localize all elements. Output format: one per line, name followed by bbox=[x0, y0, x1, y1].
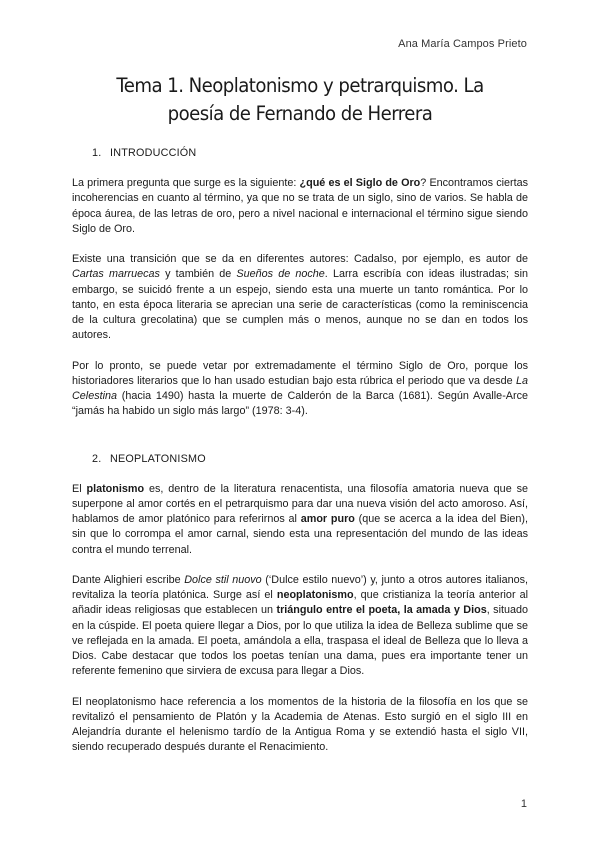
bold-text: triángulo entre el poeta, la amada y Dios bbox=[276, 604, 487, 617]
section-heading-introduccion bbox=[92, 146, 528, 161]
header-author: Ana María Campos Prieto bbox=[398, 38, 527, 50]
paragraph bbox=[72, 695, 528, 756]
section-title: NEOPLATONISMO bbox=[110, 452, 206, 465]
text-run: y también de bbox=[159, 268, 237, 281]
bold-text: platonismo bbox=[86, 482, 145, 495]
text-run: (que se acerca a la idea del Bien), sin que lo corrompa el amor carnal, siendo esta una representación del mundo de las ideas contra el mundo terrenal. bbox=[72, 513, 528, 556]
text-run: La primera pregunta que surge es la siguiente: bbox=[72, 177, 300, 190]
text-run: Existe una transición que se da en diferentes autores: Cadalso, por ejemplo, es autor de bbox=[72, 253, 528, 266]
paragraph bbox=[72, 176, 528, 237]
italic-title: Dolce stil nuovo bbox=[184, 574, 262, 587]
document-title: Tema 1. Neoplatonismo y petrarquismo. La poesía de Fernando de Herrera bbox=[116, 74, 484, 125]
italic-title: Sueños de noche bbox=[236, 268, 325, 281]
italic-title: Cartas marruecas bbox=[72, 268, 160, 281]
paragraph bbox=[72, 482, 528, 558]
paragraph bbox=[72, 252, 528, 343]
text-run: ? Encontramos ciertas incoherencias en cuanto al término, ya que no se trata de un siglo, sino de varios. Se habla de época áurea, de las letras de oro, pero a nivel nacional e internacional el término sigue siendo Siglo de Oro. bbox=[72, 177, 529, 235]
text-run: Por lo pronto, se puede vetar por extremadamente el término Siglo de Oro, porque los historiadores literarios que lo han usado estudian bajo esta rúbrica el periodo que va desde bbox=[72, 359, 528, 387]
text-run: es, dentro de la literatura renacentista, una filosofía amatoria nueva que se superpone al amor cortés en el petrarquismo para dar una nueva visión del acto amoroso. Así, hablamos de amor platónico para referirnos al bbox=[72, 482, 528, 526]
bold-text: ¿qué es el Siglo de Oro bbox=[299, 177, 421, 190]
paragraph bbox=[72, 573, 528, 679]
paragraph bbox=[72, 359, 528, 420]
text-run: (‘Dulce estilo nuevo’) y, junto a otros autores italianos, revitaliza la teoría platónica. Surge así el bbox=[72, 574, 528, 602]
section-heading-neoplatonismo bbox=[92, 452, 528, 467]
text-run: El bbox=[72, 482, 87, 495]
text-run: , que cristianiza la teoría anterior al añadir ideas religiosas que establecen un bbox=[72, 589, 528, 617]
bold-text: amor puro bbox=[300, 513, 355, 526]
italic-title: La Celestina bbox=[72, 374, 528, 403]
section-spacer bbox=[72, 435, 528, 452]
text-run: Dante Alighieri escribe bbox=[72, 574, 185, 587]
text-run: . Larra escribía con ideas ilustradas; sin embargo, se suicidó frente a un espejo, siendo esta una muerte un tanto romántica. Por lo tanto, en esta época literaria se aprecian una serie de características (como la reminiscencia de la cultura grecolatina) que se cumplen más o menos, aunque no se dan en todos los autores. bbox=[72, 268, 528, 342]
section-number: 1. bbox=[92, 147, 102, 159]
page-number: 1 bbox=[520, 798, 527, 810]
section-title: INTRODUCCIÓN bbox=[110, 147, 197, 159]
bold-text: neoplatonismo bbox=[276, 589, 354, 602]
section-number: 2. bbox=[92, 452, 102, 465]
text-run: (hacia 1490) hasta la muerte de Calderón de la Barca (1681). Según Avalle-Arce “jamás ha habido un siglo más largo” (1978: 3-4). bbox=[72, 390, 528, 418]
text-run: El neoplatonismo hace referencia a los momentos de la historia de la filosofía en los que se revitalizó el pensamiento de Platón y la Academia de Atenas. Esto surgió en el siglo III en Alejandría durante el helenismo tardío de la Antigua Roma y se extendió hasta el siglo VII, siendo recuperado después durante el Renacimiento. bbox=[72, 695, 528, 754]
document-body bbox=[72, 146, 528, 771]
text-run: , situado en la cúspide. El poeta quiere llegar a Dios, por lo que utiliza la idea de Belleza sublime que se ve reflejada en la amada. El poeta, amándola a ella, traspasa el ideal de Belleza que lo lleva a Dios. Cabe destacar que todos los poetas tenían una dama, pues era importante tener un referente femenino que sirviera de excusa para llegar a Dios. bbox=[72, 604, 528, 678]
